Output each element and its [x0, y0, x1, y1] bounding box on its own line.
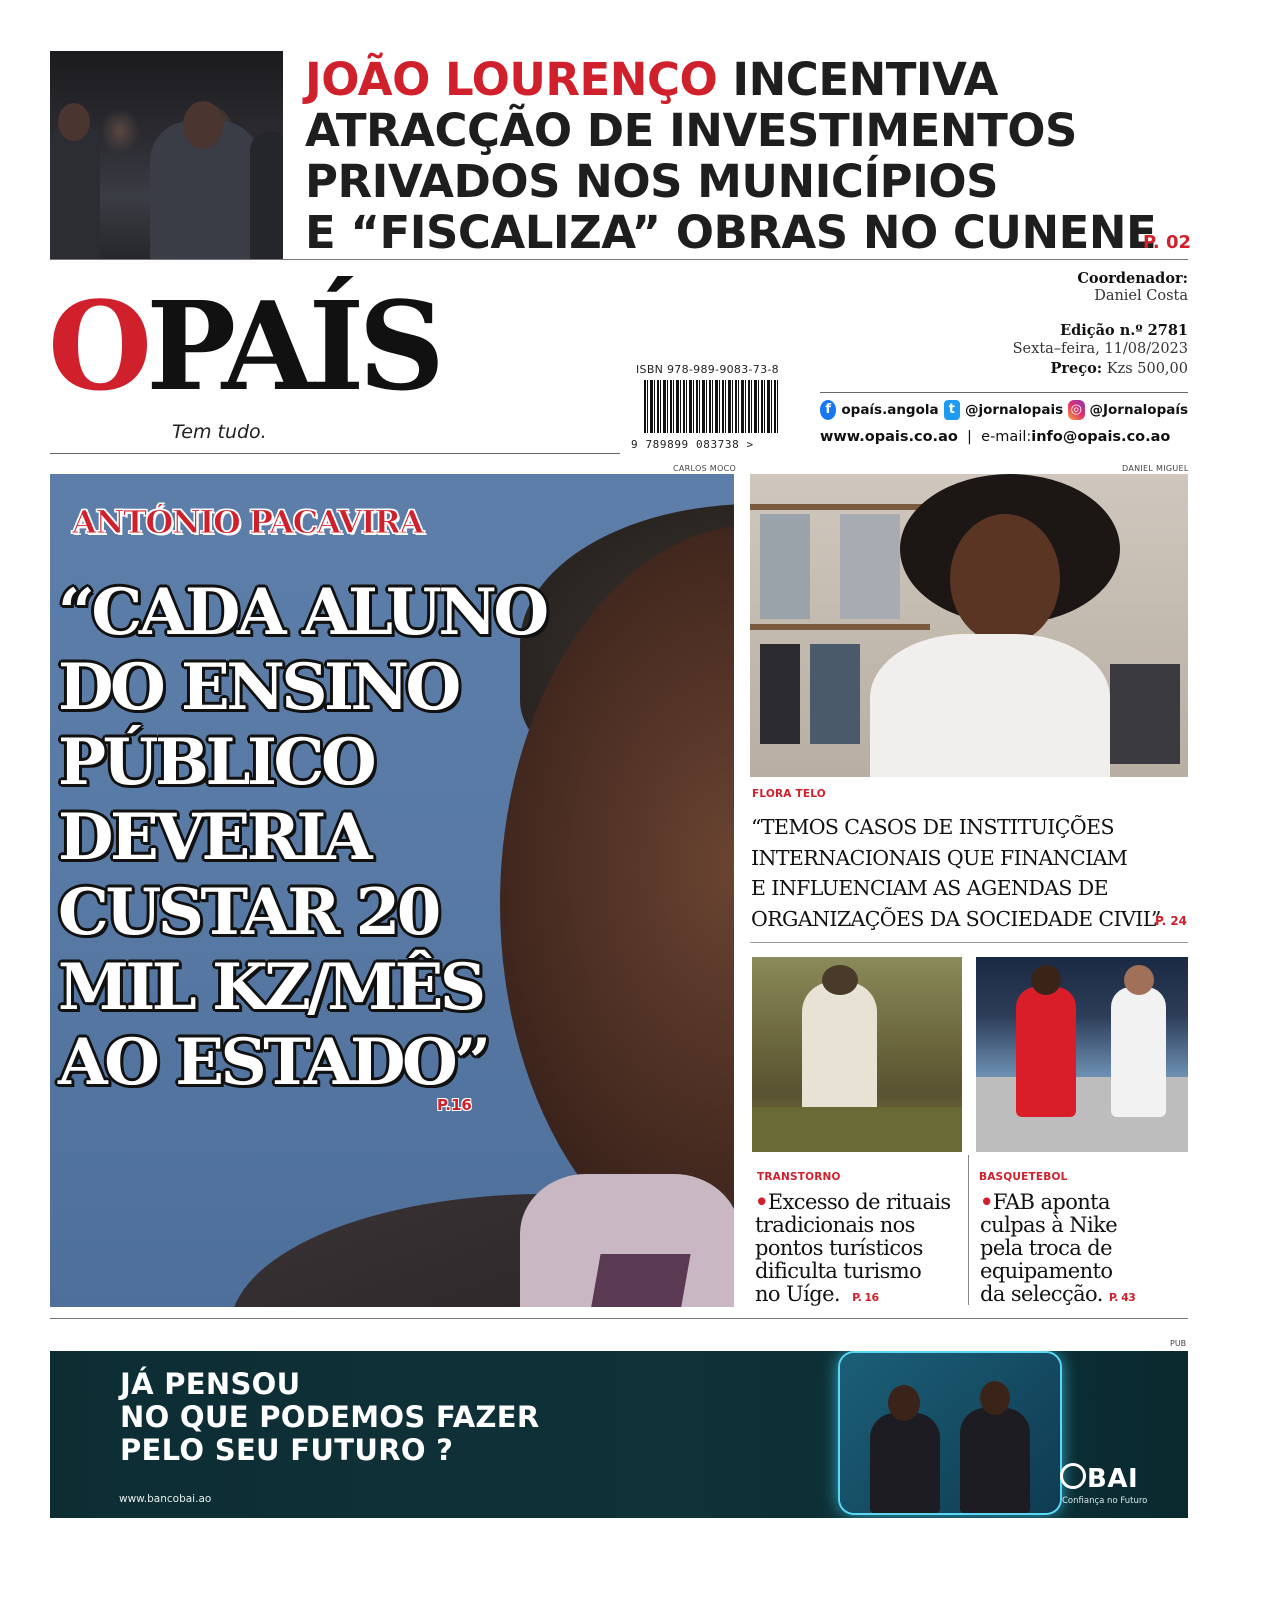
main-story-kicker: ANTÓNIO PACAVIRA	[72, 503, 423, 541]
quote-line: DO ENSINO	[58, 650, 458, 725]
brief-line: pela troca de	[980, 1236, 1112, 1260]
price: Preço: Kzs 500,00	[1050, 360, 1188, 377]
brief-a-photo[interactable]	[752, 957, 962, 1152]
brief-b-page-ref[interactable]: P. 43	[1108, 1291, 1136, 1304]
ad-frame	[840, 1353, 1060, 1513]
flora-story-photo[interactable]	[750, 474, 1188, 777]
twitter-link[interactable]: @jornalopais	[965, 402, 1064, 418]
headline-highlight: JOÃO LOURENÇO	[305, 53, 718, 106]
pub-label: PUB	[1170, 1339, 1187, 1348]
social-links	[820, 400, 1188, 420]
ad-line: PELO SEU FUTURO ?	[120, 1433, 454, 1467]
section-label: TRANSTORNO	[757, 1171, 841, 1183]
main-page-ref[interactable]: P.16	[437, 1096, 472, 1114]
quote-line: ORGANIZAÇÕES DA SOCIEDADE CIVIL”	[751, 906, 1161, 931]
brief-line: FAB aponta	[992, 1190, 1110, 1214]
instagram-link[interactable]: @Jornalopaís	[1089, 402, 1189, 418]
quote-line: DEVERIA	[58, 800, 369, 875]
brief-a-text[interactable]	[755, 1190, 951, 1309]
quote-line: INTERNACIONAIS QUE FINANCIAM	[751, 845, 1128, 870]
brief-a-page-ref[interactable]: P. 16	[852, 1291, 879, 1304]
ad-line: JÁ PENSOU	[120, 1367, 301, 1401]
headline-line: PRIVADOS NOS MUNICÍPIOS	[305, 155, 999, 208]
bai-tagline: Confiança no Futuro	[1062, 1496, 1148, 1506]
bai-logo[interactable]: BAI	[1060, 1463, 1138, 1494]
main-story-quote[interactable]	[58, 575, 578, 1100]
brief-b-photo[interactable]	[976, 957, 1188, 1152]
twitter-icon: t	[944, 400, 960, 420]
headline-line: E “FISCALIZA” OBRAS NO CUNENE	[305, 206, 1157, 259]
quote-line: “TEMOS CASOS DE INSTITUIÇÕES	[751, 815, 1114, 839]
divider	[968, 1155, 969, 1305]
ad-url-link[interactable]: www.bancobai.ao	[119, 1493, 212, 1505]
brief-line: dificulta turismo	[755, 1259, 922, 1283]
bullet: •	[980, 1189, 993, 1214]
flora-story-quote[interactable]	[751, 812, 1191, 934]
brief-line: Excesso de rituais	[767, 1190, 951, 1214]
brief-line: pontos turísticos	[755, 1236, 923, 1260]
quote-line: “CADA ALUNO	[58, 575, 546, 650]
facebook-icon: f	[820, 400, 836, 420]
brief-line: equipamento	[980, 1259, 1113, 1283]
quote-line: CUSTAR 20	[58, 875, 438, 950]
instagram-icon: ◎	[1068, 400, 1084, 420]
divider	[50, 259, 1188, 260]
bullet: •	[755, 1189, 768, 1214]
newspaper-logo[interactable]	[48, 274, 440, 418]
top-story-photo	[50, 51, 283, 259]
ad-line: NO QUE PODEMOS FAZER	[120, 1400, 540, 1434]
quote-line: MIL KZ/MÊS	[58, 950, 483, 1025]
divider	[750, 942, 1188, 943]
quote-line: E INFLUENCIAM AS AGENDAS DE	[751, 876, 1108, 900]
barcode-icon	[644, 380, 780, 433]
brief-line: da selecção.	[980, 1282, 1103, 1306]
divider	[50, 453, 620, 454]
bai-logo-icon	[1060, 1463, 1086, 1489]
barcode-number: 9 789899 083738 >	[631, 438, 754, 451]
section-label: FLORA TELO	[752, 788, 826, 800]
logo-pais: PAÍS	[146, 274, 440, 418]
email-label: e-mail:	[981, 429, 1032, 445]
facebook-link[interactable]: opaís.angola	[841, 402, 939, 418]
website-link[interactable]: www.opais.co.ao	[820, 429, 958, 445]
top-page-ref[interactable]: P. 02	[1143, 232, 1192, 253]
photo-credit: DANIEL MIGUEL	[1122, 464, 1189, 473]
top-headline[interactable]	[305, 54, 1195, 258]
coordinator-label: Coordenador:	[1077, 270, 1188, 287]
quote-line: AO ESTADO”	[58, 1025, 488, 1100]
divider	[820, 392, 1188, 393]
brief-b-text[interactable]	[980, 1190, 1135, 1309]
brief-line: culpas à Nike	[980, 1213, 1118, 1237]
contact-line	[820, 429, 1188, 445]
divider	[50, 1318, 1188, 1319]
coordinator-name: Daniel Costa	[1094, 288, 1188, 304]
edition-number: Edição n.º 2781	[1060, 322, 1188, 339]
photo-credit: CARLOS MOCO	[673, 464, 737, 473]
edition-date: Sexta–feira, 11/08/2023	[1012, 341, 1188, 357]
quote-line: PÚBLICO	[58, 725, 374, 800]
slogan: Tem tudo.	[172, 421, 267, 443]
ad-headline	[120, 1368, 540, 1467]
section-label: BASQUETEBOL	[979, 1171, 1068, 1183]
headline-line: INCENTIVA	[732, 53, 998, 106]
flora-page-ref[interactable]: P. 24	[1155, 914, 1188, 928]
brief-line: no Uíge.	[755, 1282, 841, 1306]
logo-o: O	[48, 274, 147, 418]
isbn: ISBN 978-989-9083-73-8	[636, 363, 779, 376]
email-link[interactable]: info@opais.co.ao	[1031, 429, 1171, 445]
headline-line: ATRACÇÃO DE INVESTIMENTOS	[305, 104, 1077, 157]
separator: |	[967, 429, 972, 445]
brief-line: tradicionais nos	[755, 1213, 915, 1237]
